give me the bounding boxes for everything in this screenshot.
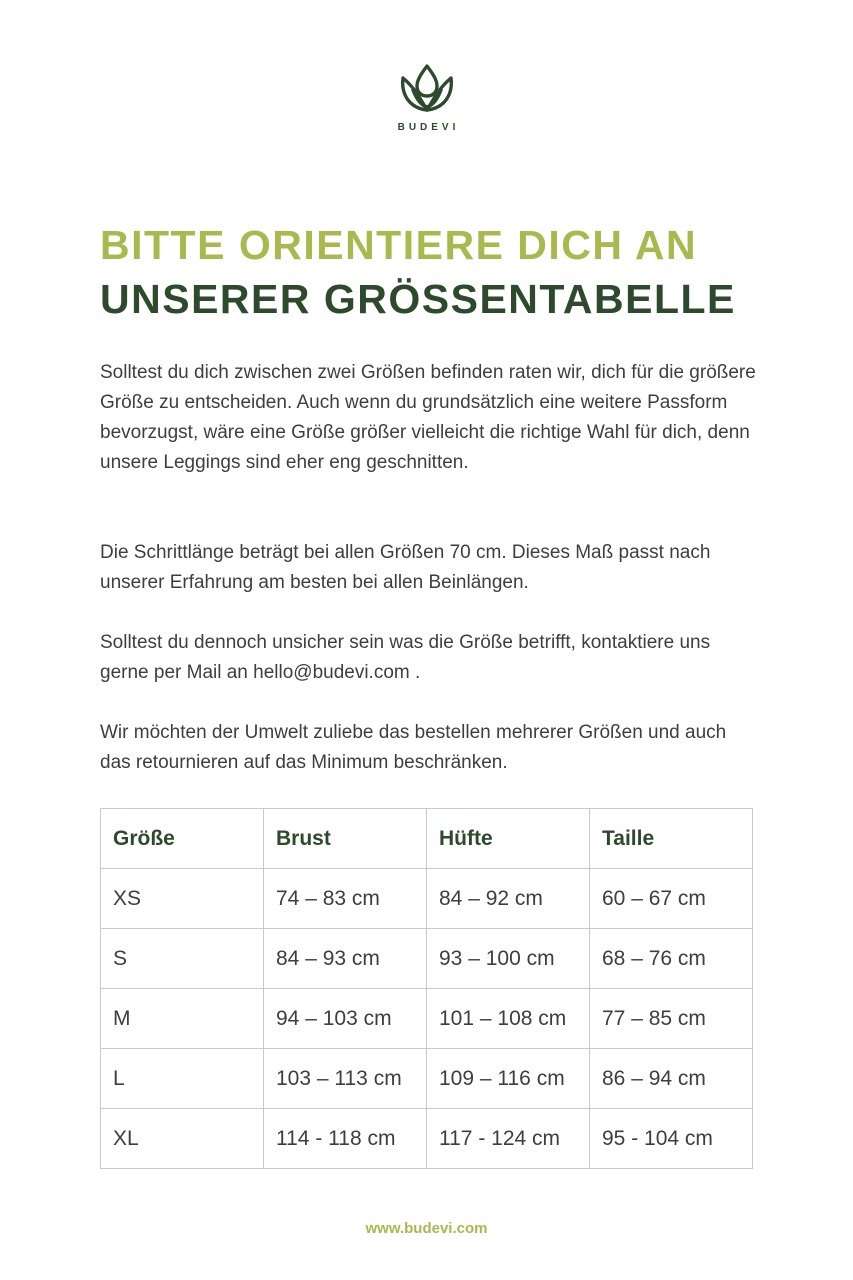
paragraph-size-advice: Solltest du dich zwischen zwei Größen befinden raten wir, dich für die größere Größe zu entscheiden. Auch wenn du grundsätzlich eine weitere Passform bevorzugst, wäre eine Größe größer vielleicht die richtige Wahl für dich, denn unsere Leggings sind eher eng geschnitten. [100, 362, 756, 473]
table-row [101, 929, 753, 989]
table-cell: 84 – 92 cm [427, 869, 590, 929]
table-cell: 86 – 94 cm [590, 1049, 753, 1109]
table-row [101, 989, 753, 1049]
page-title-line-2: UNSERER GRÖSSENTABELLE [100, 276, 736, 322]
brand-name: BUDEVI [397, 122, 460, 133]
lotus-icon [399, 60, 455, 114]
paragraph-contact: Solltest du dennoch unsicher sein was die Größe betrifft, kontaktiere uns gerne per Mail an hello@budevi.com . [100, 632, 711, 683]
table-row [101, 869, 753, 929]
footer-url[interactable]: www.budevi.com [365, 1220, 488, 1237]
table-header-row [101, 809, 753, 869]
table-row [101, 1049, 753, 1109]
column-header-hip: Hüfte [427, 809, 590, 869]
column-header-waist: Taille [590, 809, 753, 869]
paragraph-inseam: Die Schrittlänge beträgt bei allen Größen 70 cm. Dieses Maß passt nach unserer Erfahrung am besten bei allen Beinlängen. [100, 542, 711, 593]
table-cell: 95 - 104 cm [590, 1109, 753, 1169]
table-cell: 68 – 76 cm [590, 929, 753, 989]
table-cell: 93 – 100 cm [427, 929, 590, 989]
brand-logo [0, 60, 853, 133]
table-cell: L [101, 1049, 264, 1109]
table-cell: M [101, 989, 264, 1049]
table-cell: XL [101, 1109, 264, 1169]
table-row [101, 1109, 753, 1169]
table-cell: 103 – 113 cm [264, 1049, 427, 1109]
paragraph-environment: Wir möchten der Umwelt zuliebe das bestellen mehrerer Größen und auch das retournieren auf das Minimum beschränken. [100, 722, 727, 773]
size-table [100, 808, 753, 1169]
table-cell: 84 – 93 cm [264, 929, 427, 989]
table-cell: 60 – 67 cm [590, 869, 753, 929]
table-cell: S [101, 929, 264, 989]
table-cell: 74 – 83 cm [264, 869, 427, 929]
table-cell: 94 – 103 cm [264, 989, 427, 1049]
table-cell: 77 – 85 cm [590, 989, 753, 1049]
column-header-chest: Brust [264, 809, 427, 869]
page-title [100, 218, 736, 326]
table-cell: 109 – 116 cm [427, 1049, 590, 1109]
table-cell: 117 - 124 cm [427, 1109, 590, 1169]
table-cell: 101 – 108 cm [427, 989, 590, 1049]
page-title-line-1: BITTE ORIENTIERE DICH AN [100, 222, 698, 268]
column-header-size: Größe [101, 809, 264, 869]
table-cell: XS [101, 869, 264, 929]
table-cell: 114 - 118 cm [264, 1109, 427, 1169]
